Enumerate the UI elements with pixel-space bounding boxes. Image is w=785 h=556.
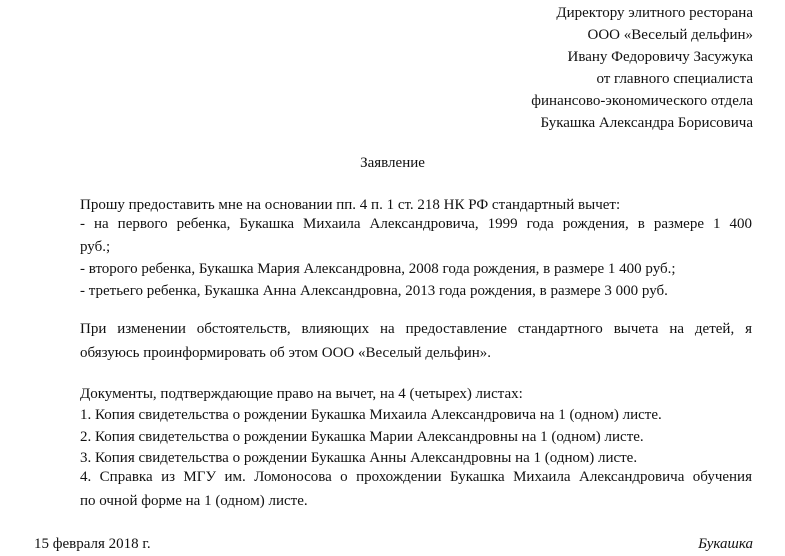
obligation-line-2: обязуюсь проинформировать об этом ООО «Веселый дельфин».: [80, 345, 492, 361]
addressee-line-2: ООО «Веселый дельфин»: [587, 27, 753, 43]
sender-line-2: финансово-экономического отдела: [531, 93, 753, 109]
document-date: 15 февраля 2018 г.: [34, 536, 151, 552]
documents-item-4-line-1: 4. Справка из МГУ им. Ломоносова о прохождении Букашка Михаила Александровича обучения: [80, 469, 752, 485]
document-title: Заявление: [360, 155, 425, 171]
request-item-2: - второго ребенка, Букашка Мария Александровна, 2008 года рождения, в размере 1 400 руб.;: [80, 261, 676, 277]
request-item-3: - третьего ребенка, Букашка Анна Александровна, 2013 года рождения, в размере 3 000 руб.: [80, 283, 668, 299]
documents-item-1: 1. Копия свидетельства о рождении Букашка Михаила Александровича на 1 (одном) листе.: [80, 407, 662, 423]
documents-item-2: 2. Копия свидетельства о рождении Букашка Марии Александровны на 1 (одном) листе.: [80, 429, 644, 445]
documents-item-3: 3. Копия свидетельства о рождении Букашка Анны Александровны на 1 (одном) листе.: [80, 450, 638, 466]
request-item-1-line-2: руб.;: [80, 239, 111, 255]
signature: Букашка: [698, 536, 753, 552]
request-intro: Прошу предоставить мне на основании пп. 4 п. 1 ст. 218 НК РФ стандартный вычет:: [80, 197, 621, 213]
documents-item-4-line-2: по очной форме на 1 (одном) листе.: [80, 493, 308, 509]
addressee-line-1: Директору элитного ресторана: [556, 5, 753, 21]
request-item-1-line-1: - на первого ребенка, Букашка Михаила Александровича, 1999 года рождения, в размере 1 400: [80, 216, 752, 232]
addressee-line-3: Ивану Федоровичу Засужука: [567, 49, 753, 65]
obligation-line-1: При изменении обстоятельств, влияющих на предоставление стандартного вычета на детей, я: [80, 321, 752, 337]
documents-intro: Документы, подтверждающие право на вычет, на 4 (четырех) листах:: [80, 386, 523, 402]
sender-line-3: Букашка Александра Борисовича: [540, 115, 753, 131]
sender-line-1: от главного специалиста: [596, 71, 753, 87]
